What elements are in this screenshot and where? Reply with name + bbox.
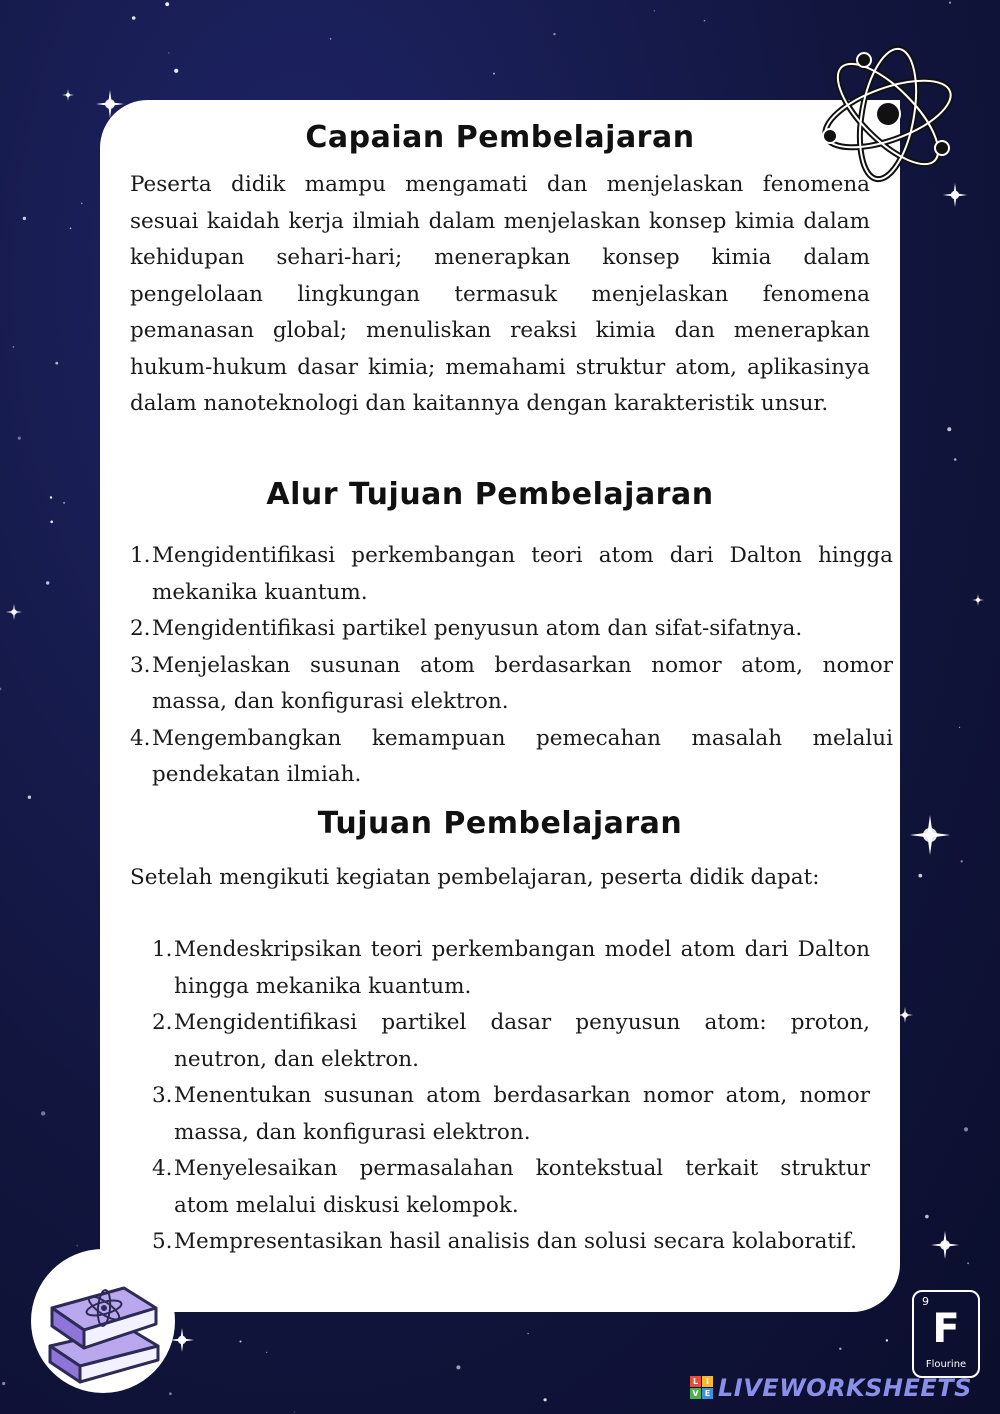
list-item-text: Mengidentifikasi partikel penyusun atom dan sifat-sifatnya. [152, 616, 803, 641]
heading-capaian-pembelajaran: Capaian Pembelajaran [305, 120, 695, 155]
star [954, 458, 957, 461]
star [174, 69, 178, 73]
list-item [152, 1151, 870, 1224]
list-item [130, 648, 893, 721]
star [654, 10, 655, 11]
element-number: 9 [922, 1295, 929, 1308]
star [165, 2, 169, 6]
sparkle-star [62, 89, 74, 101]
star [925, 1215, 929, 1219]
list-item-number: 2. [130, 616, 151, 641]
sparkle-star [972, 594, 984, 606]
list-item-text: Mendeskripsikan teori perkembangan model atom dari Dalton hingga mekanika kuantum. [174, 937, 870, 999]
star [50, 521, 53, 524]
heading-alur-tujuan-pembelajaran: Alur Tujuan Pembelajaran [266, 477, 714, 512]
logo-square: V [690, 1388, 701, 1399]
star [81, 203, 83, 205]
watermark-text: LIVEWORKSHEETS [718, 1374, 972, 1402]
list-item-text: Menentukan susunan atom berdasarkan nomor atom, nomor massa, dan konfigurasi elektron. [174, 1083, 870, 1145]
element-name: Flourine [925, 1359, 967, 1370]
atom-book-icon [28, 1246, 178, 1396]
list-item-number: 4. [130, 725, 151, 751]
logo-square: I [702, 1376, 713, 1387]
star [168, 52, 169, 53]
list-item [152, 932, 870, 1005]
star [553, 33, 555, 35]
star [0, 688, 1, 691]
list-item-number: 1. [152, 937, 173, 962]
alur-tujuan-list [130, 538, 893, 794]
star [961, 860, 963, 862]
star [132, 16, 136, 20]
star [294, 1411, 295, 1412]
star [13, 346, 15, 348]
star [704, 20, 706, 22]
list-item-number: 2. [152, 1010, 173, 1035]
capaian-paragraph: Peserta didik mampu mengamati dan menjelaskan fenomena sesuai kaidah kerja ilmiah dalam menjelaskan konsep kimia dalam kehidupan sehari-hari; menerapkan konsep kimia dalam pengelolaan lingkungan termasuk menjelaskan fenomena pemanasan global; menuliskan reaksi kimia dan menerapkan hukum-hukum dasar kimia; memahami struktur atom, aplikasinya dalam nanoteknologi dan kaitannya dengan karakteristik unsur. [130, 172, 870, 416]
list-item-text: Mengidentifikasi perkembangan teori atom dari Dalton hingga mekanika kuantum. [152, 543, 893, 605]
list-item-text: Mengembangkan kemampuan pemecahan masalah melalui pendekatan ilmiah. [152, 725, 893, 787]
star [2, 1382, 5, 1385]
star [949, 1, 951, 3]
star [28, 796, 31, 799]
star [959, 727, 960, 728]
list-item-text: Mengidentifikasi partikel dasar penyusun atom: proton, neutron, dan elektron. [174, 1010, 870, 1072]
list-item [130, 611, 893, 648]
star [918, 874, 922, 878]
star [18, 437, 21, 440]
star [886, 1339, 888, 1341]
heading-tujuan-pembelajaran: Tujuan Pembelajaran [317, 806, 683, 841]
star [240, 1341, 242, 1343]
sparkle-star [6, 604, 22, 620]
list-item-text: Menjelaskan susunan atom berdasarkan nomor atom, nomor massa, dan konfigurasi elektron. [152, 652, 893, 714]
sparkle-star [931, 1231, 959, 1259]
list-item-text: Mempresentasikan hasil analisis dan solusi secara kolaboratif. [174, 1229, 857, 1254]
list-item-number: 4. [152, 1156, 173, 1181]
tujuan-list [152, 932, 870, 1261]
star [55, 362, 58, 365]
star [70, 228, 72, 230]
star [527, 1333, 528, 1334]
atom-icon [812, 44, 964, 184]
star [947, 427, 951, 431]
star [41, 1111, 45, 1115]
list-item-number: 5. [152, 1229, 173, 1254]
list-item [152, 1224, 870, 1261]
list-item [152, 1005, 870, 1078]
list-item [152, 1078, 870, 1151]
star [544, 1398, 547, 1401]
liveworksheets-watermark [690, 1374, 990, 1404]
star [330, 38, 331, 39]
star [266, 1352, 267, 1353]
logo-square: E [702, 1388, 713, 1399]
star [964, 1127, 968, 1131]
sparkle-star [943, 183, 967, 207]
star [23, 217, 26, 220]
star [46, 581, 49, 584]
list-item [130, 721, 893, 794]
star [493, 73, 495, 75]
star [456, 1365, 460, 1369]
element-symbol: F [932, 1306, 960, 1352]
star [967, 1262, 969, 1264]
star [839, 1348, 841, 1350]
list-item-text: Menyelesaikan permasalahan kontekstual terkait struktur atom melalui diskusi kelompok. [174, 1156, 870, 1218]
list-item-number: 1. [130, 543, 151, 568]
liveworksheets-logo-icon [690, 1376, 714, 1400]
logo-square: L [690, 1376, 701, 1387]
list-item [130, 538, 893, 611]
list-item-number: 3. [152, 1083, 173, 1108]
tujuan-intro: Setelah mengikuti kegiatan pembelajaran, peserta didik dapat: [130, 865, 820, 890]
list-item-number: 3. [130, 652, 151, 678]
periodic-element-tile [912, 1290, 980, 1378]
